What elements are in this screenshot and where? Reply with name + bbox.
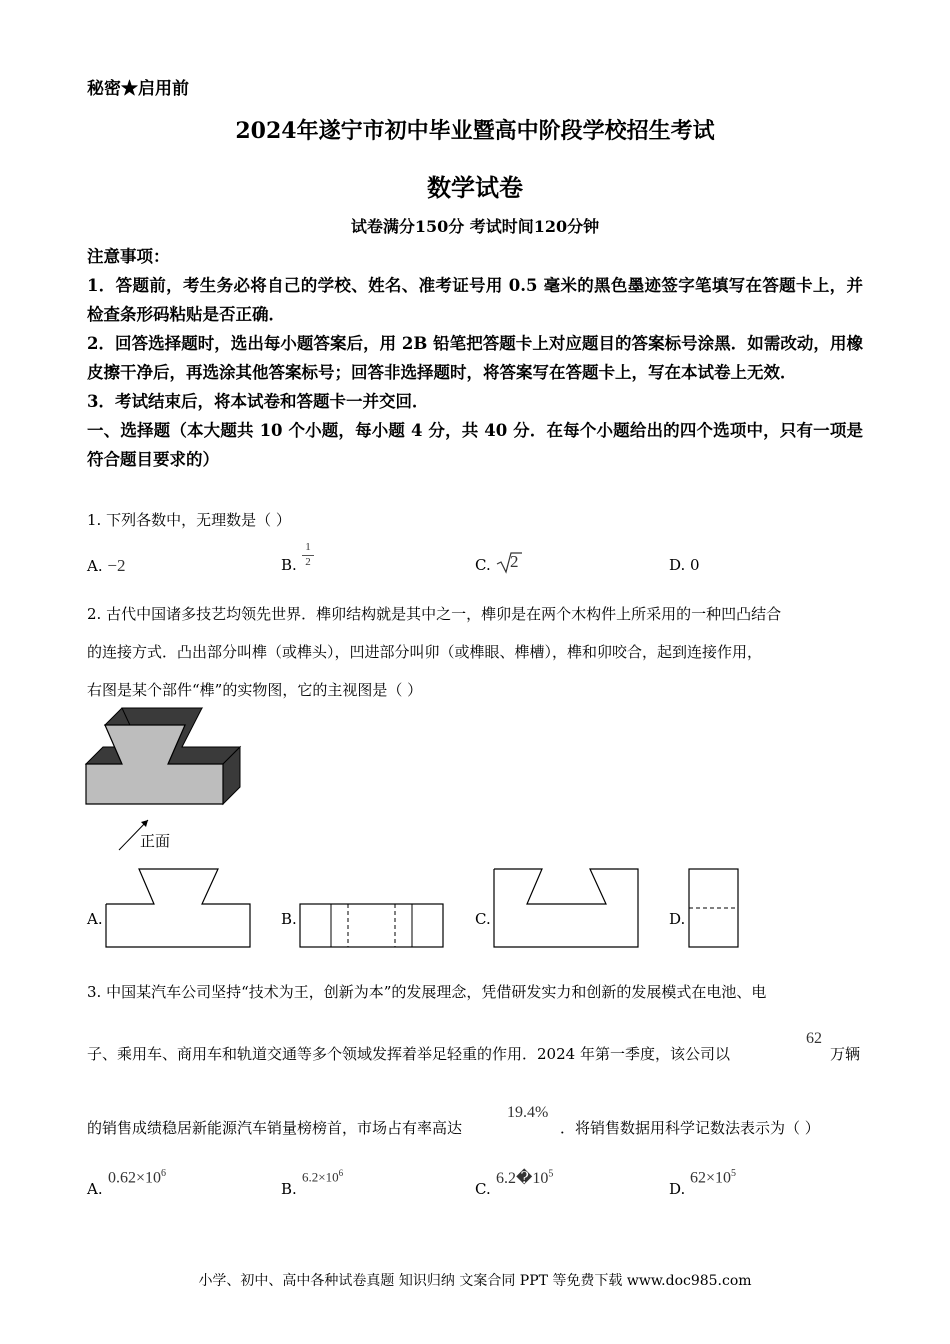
q2-option-d-figure xyxy=(689,868,739,948)
option-value: 6.2×10 xyxy=(302,1169,339,1185)
option-label: D. xyxy=(669,1180,686,1198)
q2-line: 右图是某个部件“榫”的实物图，它的主视图是（ ） xyxy=(87,681,423,699)
q1-option-b xyxy=(281,556,297,574)
q1-sqrt-value: 2 xyxy=(510,552,519,571)
front-label: 正面 xyxy=(140,832,171,850)
q3-number-62: 62 xyxy=(806,1030,822,1047)
secret-label: 秘密★启用前 xyxy=(87,79,189,99)
q2-line: 的连接方式．凸出部分叫榫（或榫头），凹进部分叫卯（或榫眼、榫槽），榫和卯咬合，起到连接作用， xyxy=(87,643,763,661)
q1-stem: 1. 下列各数中，无理数是（ ） xyxy=(87,511,291,529)
q2-option-b-figure xyxy=(300,903,444,948)
option-label: D. xyxy=(669,556,686,574)
option-label: C. xyxy=(475,1180,491,1198)
fraction-denominator: 2 xyxy=(302,555,314,568)
option-value: 0 xyxy=(690,556,700,574)
fraction-numerator: 1 xyxy=(305,541,311,553)
option-label: B. xyxy=(281,556,297,574)
note-item: 1．答题前，考生务必将自己的学校、姓名、准考证号用 0.5 毫米的黑色墨迹签字笔填写在答题卡上，并检查条形码粘贴是否正确． xyxy=(87,276,863,324)
option-label: B. xyxy=(281,1180,297,1198)
q3-option-d-value xyxy=(690,1168,736,1187)
q3-option-b-value xyxy=(302,1168,343,1185)
q2-option-b-label: B. xyxy=(281,910,297,928)
q3-option-a-value xyxy=(108,1168,166,1187)
note-item: 3．考试结束后，将本试卷和答题卡一并交回． xyxy=(87,392,429,411)
q1-option-a xyxy=(87,556,125,576)
q2-option-c-figure xyxy=(494,868,639,948)
q3-option-b xyxy=(281,1180,297,1198)
q3-percent: 19.4% xyxy=(507,1104,549,1121)
q1-fraction xyxy=(302,541,314,568)
option-label: A. xyxy=(87,557,103,575)
option-value: 62×10 xyxy=(690,1169,732,1187)
q2-option-c-label: C. xyxy=(475,910,491,928)
exam-subtitle: 数学试卷 xyxy=(427,173,523,202)
q3-line: ．将销售数据用科学记数法表示为（ ） xyxy=(560,1119,820,1137)
option-exponent: 6 xyxy=(161,1168,167,1179)
notes-section xyxy=(87,242,863,474)
q3-unit: 万辆 xyxy=(830,1045,861,1063)
notes-heading: 注意事项： xyxy=(87,247,170,266)
q3-option-d xyxy=(669,1180,685,1198)
option-label: A. xyxy=(87,1180,103,1198)
q3-option-c-value xyxy=(496,1168,553,1188)
option-exponent: 6 xyxy=(338,1168,344,1178)
q3-option-a xyxy=(87,1180,103,1198)
footer-link[interactable]: 小学、初中、高中各种试卷真题 知识归纳 文案合同 PPT 等免费下载 www.doc985.com xyxy=(198,1273,752,1289)
option-exponent: 5 xyxy=(548,1168,554,1180)
q3-line: 的销售成绩稳居新能源汽车销量榜榜首，市场占有率高达 xyxy=(87,1119,463,1137)
q2-option-a-label: A. xyxy=(87,910,103,928)
q1-option-c xyxy=(475,556,491,574)
q3-line: 子、乘用车、商用车和轨道交通等多个领域发挥着举足轻重的作用．2024 年第一季度，该公司以 xyxy=(87,1045,730,1063)
exam-info: 试卷满分150分 考试时间120分钟 xyxy=(350,217,600,236)
option-label: C. xyxy=(475,556,491,574)
q2-option-a-figure xyxy=(106,868,251,948)
q3-line: 3. 中国某汽车公司坚持“技术为王，创新为本”的发展理念，凭借研发实力和创新的发展模式在电池、电 xyxy=(87,983,767,1001)
section-heading: 一、选择题（本大题共 10 个小题，每小题 4 分，共 40 分．在每个小题给出的四个选项中，只有一项是符合题目要求的） xyxy=(87,421,863,469)
option-value: 0.62×10 xyxy=(108,1169,162,1187)
q2-line: 2. 古代中国诸多技艺均领先世界．榫卯结构就是其中之一，榫卯是在两个木构件上所采用的一种凹凸结合 xyxy=(87,605,782,623)
q2-option-d-label: D. xyxy=(669,910,686,928)
option-value: 6.2�10 xyxy=(496,1170,549,1187)
exam-title: 2024年遂宁市初中毕业暨高中阶段学校招生考试 xyxy=(235,118,715,144)
q1-option-d xyxy=(669,556,700,574)
q3-option-c xyxy=(475,1180,491,1198)
note-item: 2．回答选择题时，选出每小题答案后，用 2B 铅笔把答题卡上对应题目的答案标号涂黑．如需改动，用橡皮擦干净后，再选涂其他答案标号；回答非选择题时，将答案写在答题卡上，写在本试卷上无效． xyxy=(87,334,863,382)
option-exponent: 5 xyxy=(731,1168,737,1179)
option-value: −2 xyxy=(107,556,126,575)
